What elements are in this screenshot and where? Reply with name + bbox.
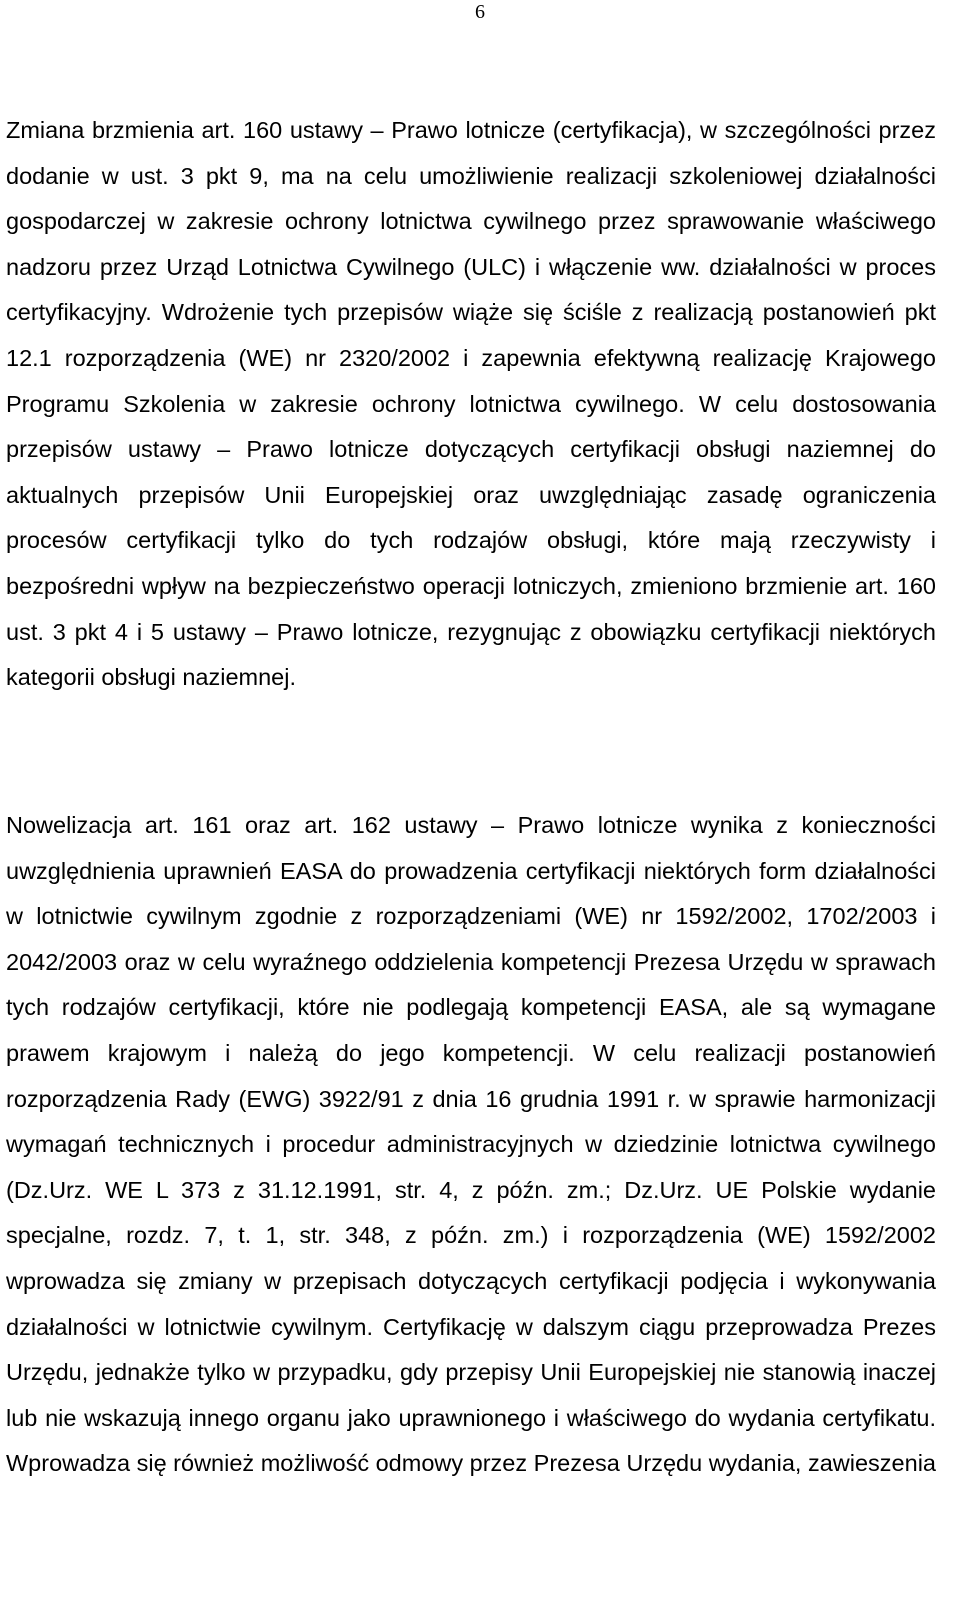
page-number: 6 [475,1,485,23]
paragraph-certification-changes: Zmiana brzmienia art. 160 ustawy – Prawo lotnicze (certyfikacja), w szczególności przez dodanie w ust. 3 pkt 9, ma na celu umożliwienie realizacji szkoleniowej działalności gospodarczej w zakresie ochrony lotnictwa cywilnego przez sprawowanie właściwego nadzoru przez Urząd Lotnictwa Cywilnego (ULC) i włączenie ww. działalności w proces certyfikacyjny. Wdrożenie tych przepisów wiąże się ściśle z realizacją postanowień pkt 12.1 rozporządzenia (WE) nr 2320/2002 i zapewnia efektywną realizację Krajowego Programu Szkolenia w zakresie ochrony lotnictwa cywilnego. W celu dostosowania przepisów ustawy – Prawo lotnicze dotyczących certyfikacji obsługi naziemnej do aktualnych przepisów Unii Europejskiej oraz uwzględniając zasadę ograniczenia procesów certyfikacji tylko do tych rodzajów obsługi, które mają rzeczywisty i bezpośredni wpływ na bezpieczeństwo operacji lotniczych, zmieniono brzmienie art. 160 ust. 3 pkt 4 i 5 ustawy – Prawo lotnicze, rezygnując z obowiązku certyfikacji niektórych kategorii obsługi naziemnej. [6,117,936,691]
paragraph-amendment-art-161-162: Nowelizacja art. 161 oraz art. 162 ustawy – Prawo lotnicze wynika z konieczności uwzględnienia uprawnień EASA do prowadzenia certyfikacji niektórych form działalności w lotnictwie cywilnym zgodnie z rozporządzeniami (WE) nr 1592/2002, 1702/2003 i 2042/2003 oraz w celu wyraźnego oddzielenia kompetencji Prezesa Urzędu w sprawach tych rodzajów certyfikacji, które nie podlegają kompetencji EASA, ale są wymagane prawem krajowym i należą do jego kompetencji. W celu realizacji postanowień rozporządzenia Rady (EWG) 3922/91 z dnia 16 grudnia 1991 r. w sprawie harmonizacji wymagań technicznych i procedur administracyjnych w dziedzinie lotnictwa cywilnego (Dz.Urz. WE L 373 z 31.12.1991, str. 4, z późn. zm.; Dz.Urz. UE Polskie wydanie specjalne, rozdz. 7, t. 1, str. 348, z późn. zm.) i rozporządzenia (WE) 1592/2002 wprowadza się zmiany w przepisach dotyczących certyfikacji podjęcia i wykonywania działalności w lotnictwie cywilnym. Certyfikację w dalszym ciągu przeprowadza Prezes Urzędu, jednakże tylko w przypadku, gdy przepisy Unii Europejskiej nie stanowią inaczej lub nie wskazują innego organu jako uprawnionego i właściwego do wydania certyfikatu. Wprowadza się również możliwość odmowy przez Prezesa Urzędu wydania, zawieszenia [6,812,936,1477]
